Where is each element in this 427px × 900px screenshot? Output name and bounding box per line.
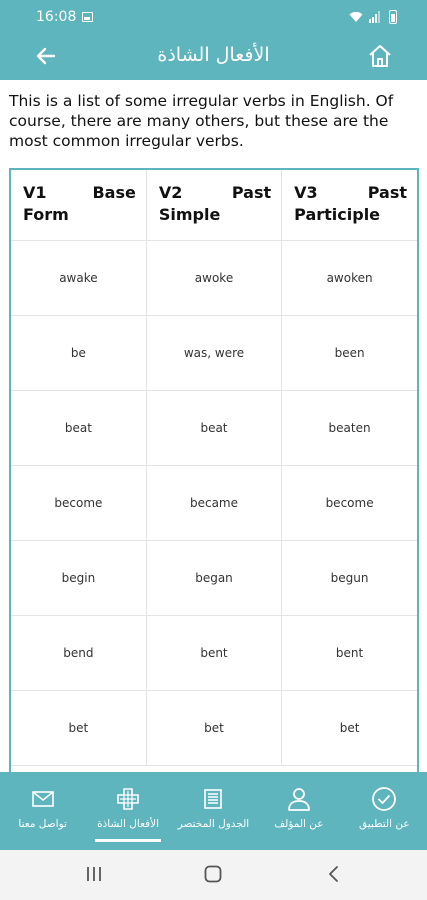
header-v1: V1 Base Form: [11, 170, 146, 240]
table-header-row: [11, 170, 417, 240]
battery-icon: [389, 10, 397, 24]
verbs-table: [9, 168, 419, 773]
cell-v3: bet: [282, 690, 417, 765]
nav-label: الجدول المختصر: [177, 818, 250, 830]
status-bar: [0, 0, 427, 34]
cell-v1: awake: [11, 240, 146, 315]
table-row: [11, 390, 417, 465]
cell-v3: beaten: [282, 390, 417, 465]
verbs-icon: [115, 786, 141, 812]
check-circle-icon: [371, 786, 397, 812]
table-row: [11, 240, 417, 315]
cell-v1: become: [11, 465, 146, 540]
table-row: [11, 690, 417, 765]
cell-v1: beat: [11, 390, 146, 465]
system-navigation-bar: [0, 850, 427, 900]
nav-label: عن التطبيق: [359, 818, 410, 830]
mail-icon: [30, 786, 56, 812]
person-icon: [286, 786, 312, 812]
cell-v2: became: [146, 465, 281, 540]
signal-icon: [369, 11, 383, 23]
cell-v3: been: [282, 315, 417, 390]
status-icons: [349, 10, 397, 24]
table-row: [11, 465, 417, 540]
cell-v1: bet: [11, 690, 146, 765]
intro-text: This is a list of some irregular verbs in English. Of course, there are many others, but these are the most common irregular verbs.: [9, 92, 394, 150]
home-button-icon[interactable]: [204, 864, 222, 884]
page-title: الأفعال الشاذة: [157, 44, 270, 66]
cell-v1: bend: [11, 615, 146, 690]
nav-about-app[interactable]: [342, 772, 427, 850]
nav-about-author[interactable]: [256, 772, 341, 850]
cell-v3: awoken: [282, 240, 417, 315]
cell-v2: bent: [146, 615, 281, 690]
recent-apps-icon[interactable]: [86, 864, 102, 884]
header-v3: V3 Past Participle: [282, 170, 417, 240]
cell-v2: beat: [146, 390, 281, 465]
bottom-nav: [0, 772, 427, 850]
image-notification-icon: [82, 12, 93, 22]
cell-v1: be: [11, 315, 146, 390]
wifi-icon: [349, 11, 363, 23]
cell-v3: begun: [282, 540, 417, 615]
table-row: [11, 540, 417, 615]
cell-v3: bent: [282, 615, 417, 690]
nav-label: تواصل معنا: [18, 818, 67, 830]
nav-irregular-verbs[interactable]: [85, 772, 170, 850]
status-time: 16:08: [36, 9, 77, 25]
nav-summary-table[interactable]: [171, 772, 256, 850]
cell-v2: awoke: [146, 240, 281, 315]
cell-v2: was, were: [146, 315, 281, 390]
back-button-icon[interactable]: [326, 864, 340, 884]
header-v2: V2 Past Simple: [146, 170, 281, 240]
app-bar: [0, 34, 427, 80]
table-icon: [200, 786, 226, 812]
nav-contact-us[interactable]: [0, 772, 85, 850]
cell-v1: begin: [11, 540, 146, 615]
nav-label: عن المؤلف: [274, 818, 324, 830]
table-row: [11, 615, 417, 690]
cell-v2: bet: [146, 690, 281, 765]
home-icon[interactable]: [367, 43, 393, 69]
nav-label: الأفعال الشاذة: [97, 818, 160, 830]
cell-v3: become: [282, 465, 417, 540]
table-row: [11, 315, 417, 390]
cell-v2: began: [146, 540, 281, 615]
